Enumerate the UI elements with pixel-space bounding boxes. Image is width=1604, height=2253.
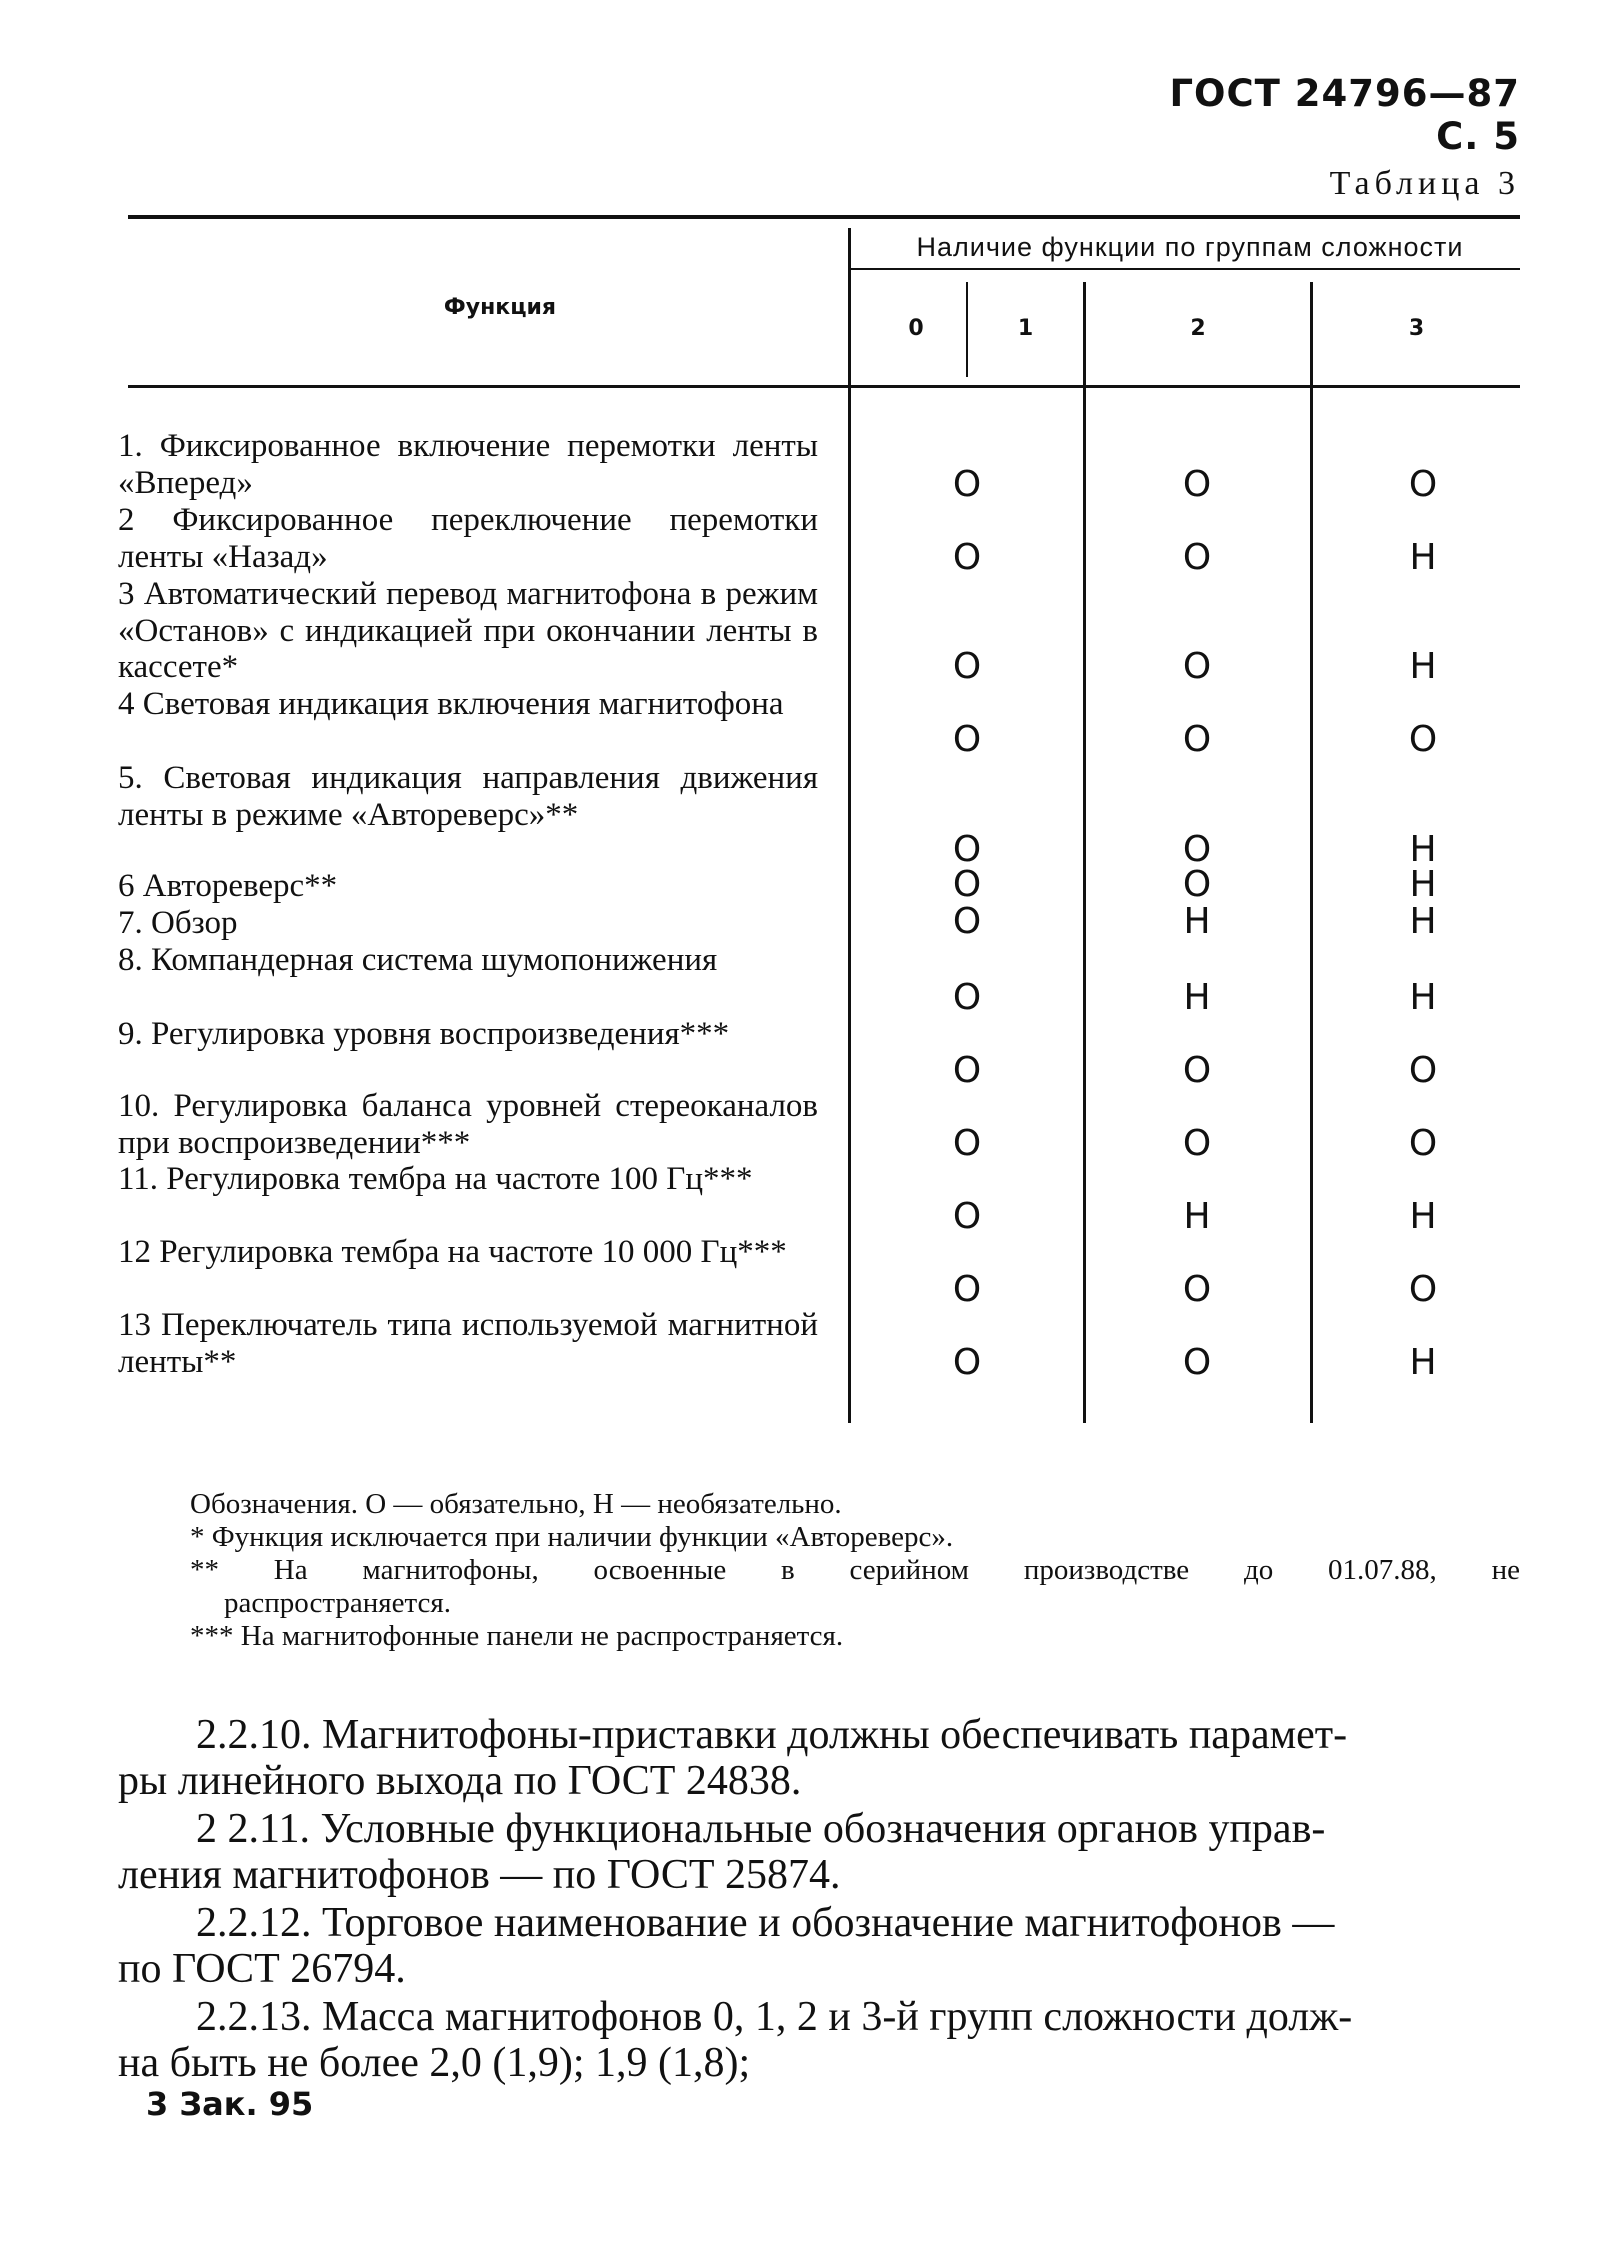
- table-notes: [190, 1488, 1520, 1653]
- row-11-mark-group-2: Н: [1183, 1196, 1211, 1237]
- row-1-mark-group-0-1: О: [952, 464, 982, 505]
- row-1-mark-group-3: О: [1408, 464, 1438, 505]
- table-title: Таблица 3: [1329, 165, 1520, 202]
- table-row-function-8: 8. Компандерная система шумопонижения: [118, 942, 718, 978]
- column-header-function: Функция: [443, 295, 557, 320]
- paragraph-2-2-10-line-2: ры линейного выхода по ГОСТ 24838.: [118, 1758, 802, 1804]
- paragraph-2-2-10-line-1: 2.2.10. Магнитофоны-приставки должны обеспечивать парамет-: [196, 1712, 1348, 1758]
- row-5-mark-group-2: О: [1182, 829, 1212, 870]
- paragraph-2-2-10: [118, 1712, 1518, 1804]
- column-header-groups: Наличие функции по группам сложности: [916, 232, 1464, 262]
- paragraph-2-2-11-line-2: ления магнитофонов — по ГОСТ 25874.: [118, 1852, 841, 1898]
- paragraph-2-2-12-line-1: 2.2.12. Торговое наименование и обозначение магнитофонов —: [196, 1900, 1335, 1946]
- row-4-mark-group-0-1: О: [952, 719, 982, 760]
- row-10-mark-group-2: О: [1182, 1123, 1212, 1164]
- row-6-mark-group-3: Н: [1409, 864, 1437, 905]
- table-row-function-3: 3 Автоматический перевод магнитофона в режим «Останов» с индикацией при окончании ленты в кассете*: [118, 576, 818, 685]
- paragraph-2-2-13-line-1: 2.2.13. Масса магнитофонов 0, 1, 2 и 3-й групп сложности долж-: [196, 1994, 1353, 2040]
- note-3: *** На магнитофонные панели не распространяется.: [190, 1620, 844, 1652]
- row-8-mark-group-0-1: О: [952, 977, 982, 1018]
- row-12-mark-group-0-1: О: [952, 1269, 982, 1310]
- group-header-0: 0: [908, 316, 924, 341]
- table-row-function-10: 10. Регулировка баланса уровней стереоканалов при воспроизведении***: [118, 1088, 818, 1161]
- paragraph-2-2-13-line-2: на быть не более 2,0 (1,9); 1,9 (1,8);: [118, 2040, 751, 2086]
- row-13-mark-group-2: О: [1182, 1342, 1212, 1383]
- row-6-mark-group-0-1: О: [952, 864, 982, 905]
- row-11-mark-group-3: Н: [1409, 1196, 1437, 1237]
- row-8-mark-group-3: Н: [1409, 977, 1437, 1018]
- table-row-function-11: 11. Регулировка тембра на частоте 100 Гц***: [118, 1161, 753, 1197]
- paragraph-2-2-11-line-1: 2 2.11. Условные функциональные обозначения органов управ-: [196, 1806, 1326, 1852]
- row-11-mark-group-0-1: О: [952, 1196, 982, 1237]
- note-2: ** На магнитофоны, освоенные в серийном производстве до 01.07.88, не: [190, 1554, 1520, 1586]
- row-2-mark-group-3: Н: [1409, 537, 1437, 578]
- row-12-mark-group-3: О: [1408, 1269, 1438, 1310]
- row-3-mark-group-2: О: [1182, 646, 1212, 687]
- table-row-function-5: 5. Световая индикация направления движения ленты в режиме «Автореверс»**: [118, 760, 818, 833]
- row-10-mark-group-3: О: [1408, 1123, 1438, 1164]
- page-footer-order: 3 Зак. 95: [146, 2085, 314, 2123]
- group-header-2: 2: [1190, 316, 1206, 341]
- row-2-mark-group-2: О: [1182, 537, 1212, 578]
- paragraph-2-2-13: [118, 1994, 1518, 2086]
- row-7-mark-group-2: Н: [1183, 901, 1211, 942]
- table-row-function-13: 13 Переключатель типа используемой магнитной ленты**: [118, 1307, 818, 1380]
- table-row-function-12: 12 Регулировка тембра на частоте 10 000 Гц***: [118, 1234, 787, 1270]
- row-3-mark-group-0-1: О: [952, 646, 982, 687]
- row-2-mark-group-0-1: О: [952, 537, 982, 578]
- table-top-rule: [128, 215, 1520, 219]
- paragraph-2-2-11: [118, 1806, 1518, 1898]
- group-1-2-divider: [1083, 282, 1086, 1423]
- row-9-mark-group-3: О: [1408, 1050, 1438, 1091]
- row-7-mark-group-3: Н: [1409, 901, 1437, 942]
- table-row-function-4: 4 Световая индикация включения магнитофона: [118, 686, 784, 722]
- row-4-mark-group-3: О: [1408, 719, 1438, 760]
- notes-legend: Обозначения. О — обязательно, Н — необязательно.: [190, 1488, 842, 1520]
- note-1: * Функция исключается при наличии функции «Автореверс».: [190, 1521, 954, 1553]
- group-header-1: 1: [1017, 316, 1034, 341]
- table-row-function-2: 2 Фиксированное переключение перемотки ленты «Назад»: [118, 502, 818, 575]
- table-row-function-6: 6 Автореверс**: [118, 868, 338, 904]
- paragraph-2-2-12-line-2: по ГОСТ 26794.: [118, 1946, 406, 1992]
- row-13-mark-group-3: Н: [1409, 1342, 1437, 1383]
- row-12-mark-group-2: О: [1182, 1269, 1212, 1310]
- row-4-mark-group-2: О: [1182, 719, 1212, 760]
- row-7-mark-group-0-1: О: [952, 901, 982, 942]
- group-header-3: 3: [1408, 316, 1425, 341]
- group-2-3-divider: [1310, 282, 1313, 1423]
- row-13-mark-group-0-1: О: [952, 1342, 982, 1383]
- row-5-mark-group-0-1: О: [952, 829, 982, 870]
- page-header-code: ГОСТ 24796—87 С. 5: [1169, 72, 1520, 158]
- row-5-mark-group-3: Н: [1409, 829, 1437, 870]
- row-3-mark-group-3: Н: [1409, 646, 1437, 687]
- table-row-function-1: 1. Фиксированное включение перемотки ленты «Вперед»: [118, 428, 818, 501]
- paragraph-2-2-12: [118, 1900, 1518, 1992]
- row-8-mark-group-2: Н: [1183, 977, 1211, 1018]
- row-6-mark-group-2: О: [1182, 864, 1212, 905]
- row-1-mark-group-2: О: [1182, 464, 1212, 505]
- row-10-mark-group-0-1: О: [952, 1123, 982, 1164]
- row-9-mark-group-0-1: О: [952, 1050, 982, 1091]
- group-header-rule: [850, 268, 1520, 270]
- table-row-function-7: 7. Обзор: [118, 905, 238, 941]
- row-9-mark-group-2: О: [1182, 1050, 1212, 1091]
- function-column-divider: [848, 228, 851, 1423]
- note-2-continuation: распространяется.: [224, 1587, 451, 1619]
- table-row-function-9: 9. Регулировка уровня воспроизведения***: [118, 1016, 730, 1052]
